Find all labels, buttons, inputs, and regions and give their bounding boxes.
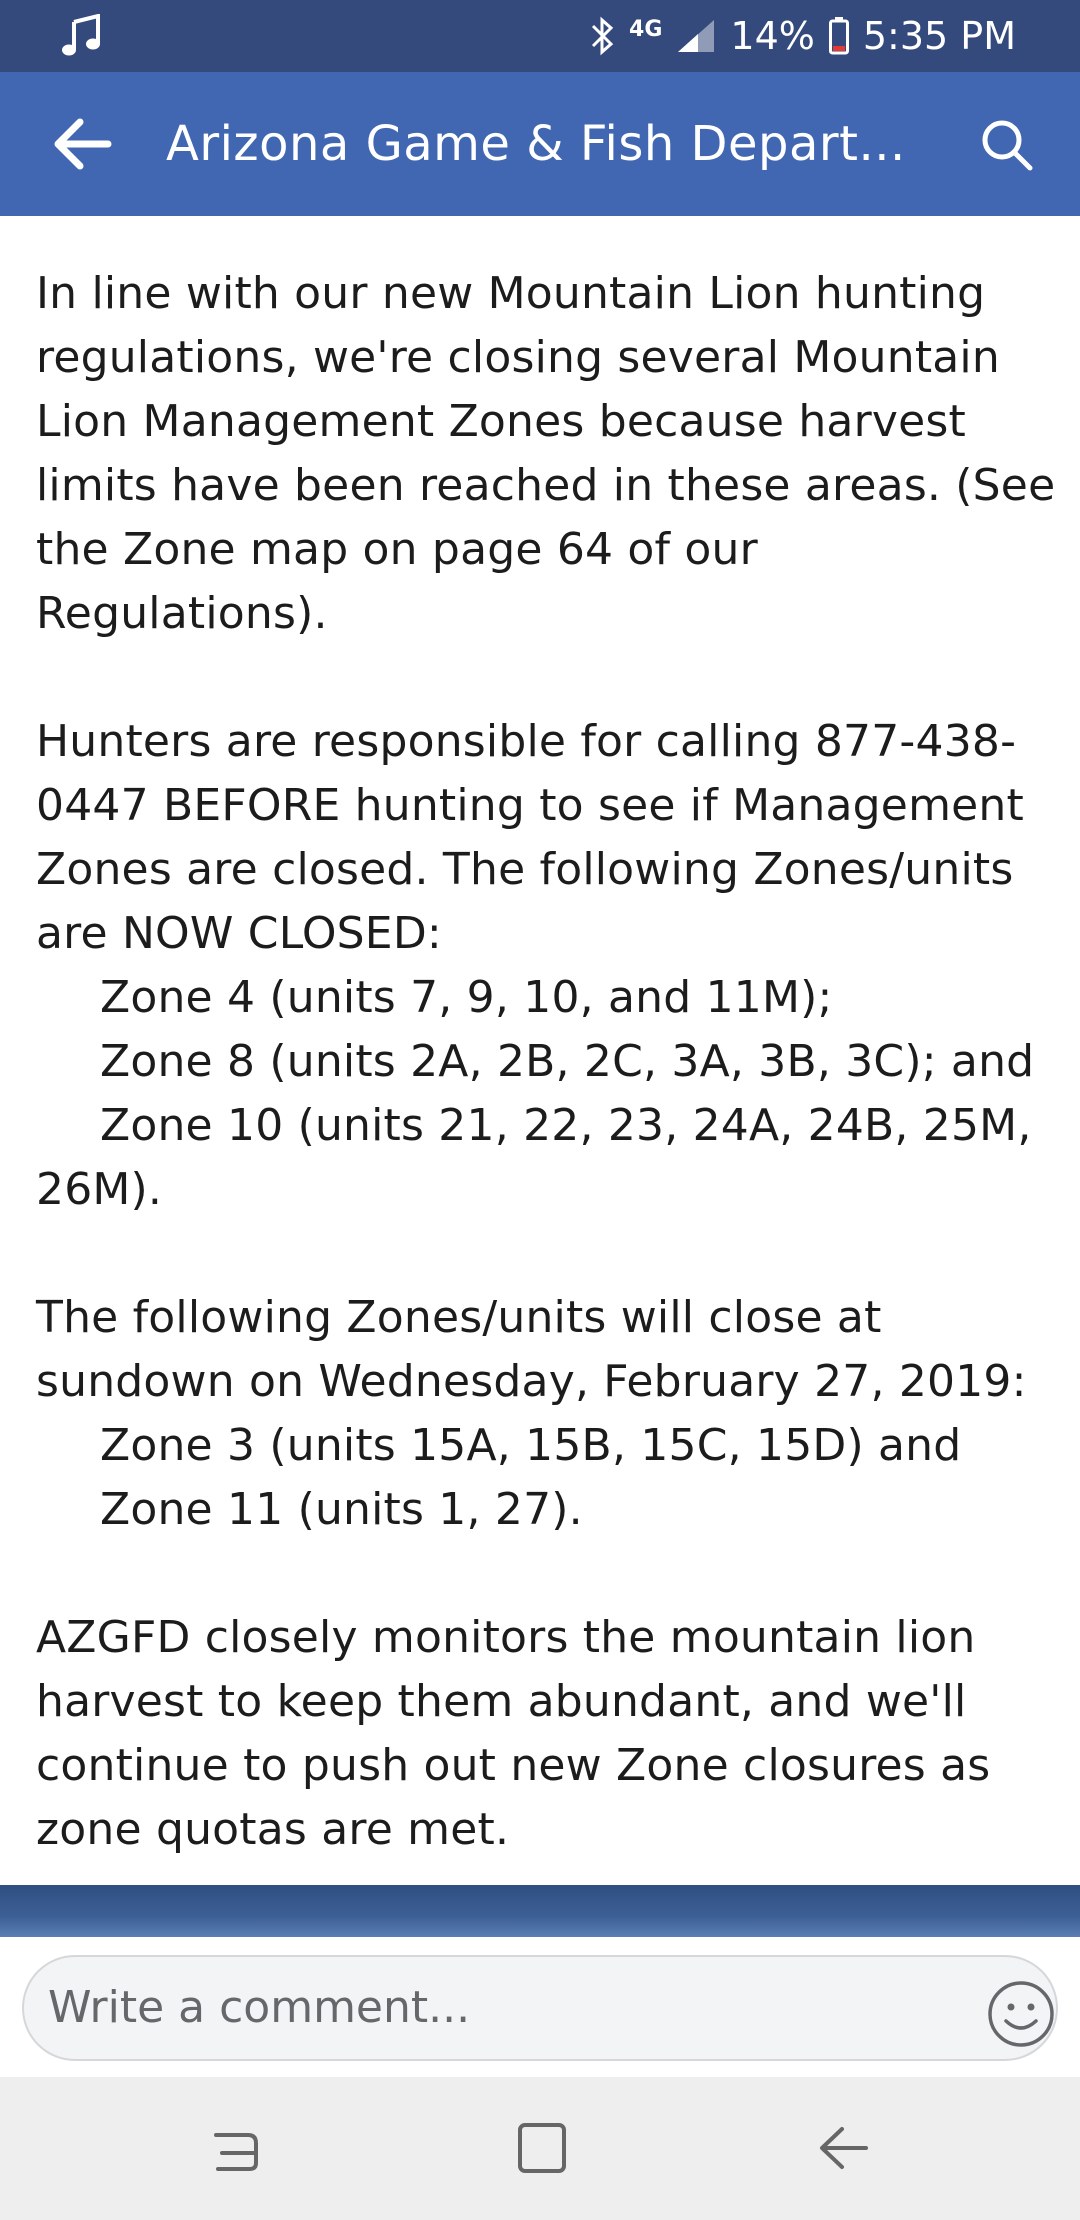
search-icon[interactable] [978, 116, 1034, 172]
clock: 5:35 PM [862, 14, 1016, 58]
system-nav-bar [0, 2077, 1080, 2220]
emoji-icon[interactable] [986, 1979, 1056, 2049]
network-type: 4G [629, 17, 663, 42]
closed-zone-line: Zone 10 (units 21, 22, 23, 24A, 24B, 25M, 26M). [36, 1100, 1032, 1215]
app-header [0, 72, 1080, 216]
comment-bar [0, 1937, 1080, 2077]
closing-zone-line: Zone 3 (units 15A, 15B, 15C, 15D) and [100, 1420, 962, 1471]
post-paragraph: In line with our new Mountain Lion hunting regulations, we're closing several Mountain Lion Management Zones because harvest limits have been reached in these areas. (See the Zone map on page 64 of our Regulations). [36, 268, 1056, 639]
post-paragraph: The following Zones/units will close at sundown on Wednesday, February 27, 2019: [36, 1292, 1027, 1407]
back-arrow-icon[interactable] [52, 118, 112, 170]
paragraph-spacer [36, 646, 1056, 710]
music-note-icon [60, 14, 104, 58]
paragraph-spacer [36, 1222, 1056, 1286]
post-paragraph: AZGFD closely monitors the mountain lion harvest to keep them abundant, and we'll continue to push out new Zone closures as zone quotas are met. [36, 1612, 991, 1855]
recent-apps-icon[interactable] [212, 2121, 264, 2175]
signal-icon [676, 18, 716, 54]
closed-zone-line: Zone 8 (units 2A, 2B, 2C, 3A, 3B, 3C); and [100, 1036, 1035, 1087]
status-bar [0, 0, 1080, 72]
closed-zone-line: Zone 4 (units 7, 9, 10, and 11M); [100, 972, 833, 1023]
comment-placeholder: Write a comment... [48, 1982, 471, 2033]
post-text [36, 262, 1056, 1862]
bluetooth-icon [589, 16, 615, 56]
battery-icon [829, 17, 849, 55]
home-icon[interactable] [516, 2121, 568, 2175]
paragraph-spacer [36, 1542, 1056, 1606]
post-paragraph: Hunters are responsible for calling 877-438-0447 BEFORE hunting to see if Management Zones are closed. The following Zones/units are NOW CLOSED: [36, 716, 1024, 959]
back-icon[interactable] [818, 2121, 870, 2175]
status-icons [589, 0, 1016, 72]
comment-input[interactable] [22, 1955, 1058, 2061]
post-image[interactable] [0, 1885, 1080, 1937]
battery-percent: 14% [730, 14, 815, 58]
page-title: Arizona Game & Fish Depart... [166, 116, 906, 172]
closing-zone-line: Zone 11 (units 1, 27). [100, 1484, 583, 1535]
